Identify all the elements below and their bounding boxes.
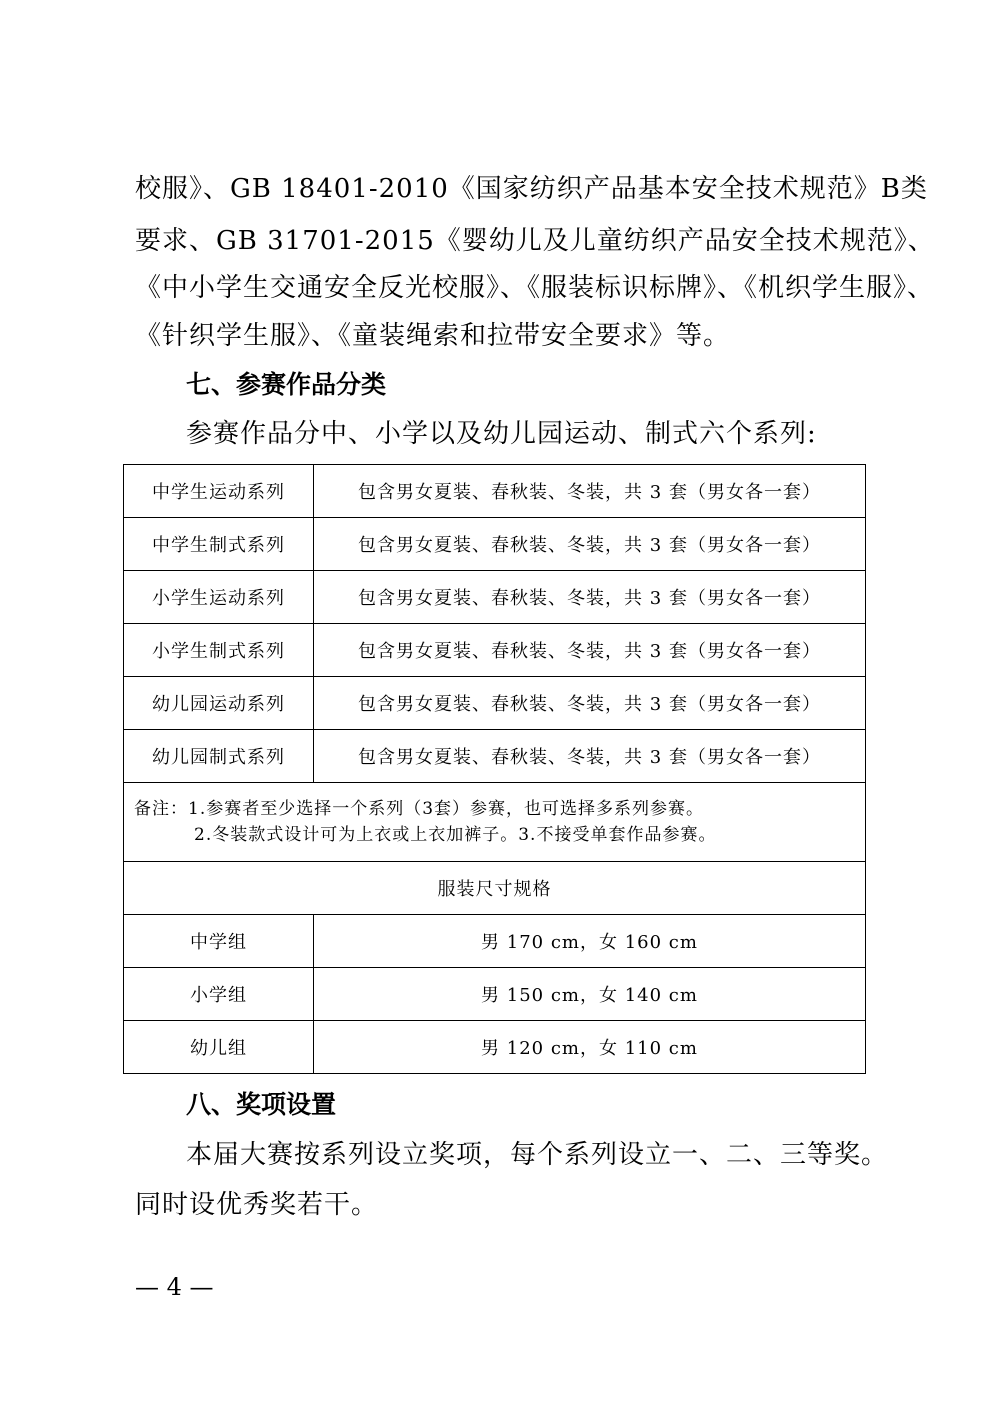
notes-row	[124, 783, 866, 862]
table-row	[124, 1021, 866, 1074]
table-row	[124, 915, 866, 968]
intro-line: 校服》、GB 18401-2010《国家纺织产品基本安全技术规范》B类	[135, 174, 928, 204]
intro-line: 《中小学生交通安全反光校服》、《服装标识标牌》、《机织学生服》、	[135, 273, 935, 303]
series-name: 中学生运动系列	[124, 465, 314, 518]
size-header: 服装尺寸规格	[124, 862, 866, 915]
series-desc: 包含男女夏装、春秋装、冬装，共 3 套（男女各一套）	[314, 571, 866, 624]
series-name: 小学生制式系列	[124, 624, 314, 677]
series-desc: 包含男女夏装、春秋装、冬装，共 3 套（男女各一套）	[314, 677, 866, 730]
series-desc: 包含男女夏装、春秋装、冬装，共 3 套（男女各一套）	[314, 465, 866, 518]
size-group: 小学组	[124, 968, 314, 1021]
size-value: 男 150 cm，女 140 cm	[314, 968, 866, 1021]
series-desc: 包含男女夏装、春秋装、冬装，共 3 套（男女各一套）	[314, 518, 866, 571]
size-value: 男 170 cm，女 160 cm	[314, 915, 866, 968]
table-row	[124, 518, 866, 571]
intro-line: 《针织学生服》、《童装绳索和拉带安全要求》等。	[135, 321, 731, 351]
series-table	[123, 464, 866, 1074]
series-desc: 包含男女夏装、春秋装、冬装，共 3 套（男女各一套）	[314, 730, 866, 783]
size-group: 幼儿组	[124, 1021, 314, 1074]
series-name: 幼儿园运动系列	[124, 677, 314, 730]
note-line-2: 2.冬装款式设计可为上衣或上衣加裤子。3.不接受单套作品参赛。	[194, 825, 717, 845]
series-name: 小学生运动系列	[124, 571, 314, 624]
note-line-1: 备注：1.参赛者至少选择一个系列（3套）参赛，也可选择多系列参赛。	[134, 799, 705, 819]
table-row	[124, 677, 866, 730]
section-8-heading: 八、奖项设置	[186, 1090, 337, 1119]
section-7-heading: 七、参赛作品分类	[186, 370, 387, 399]
size-header-row	[124, 862, 866, 915]
table-row	[124, 571, 866, 624]
table-row	[124, 465, 866, 518]
size-value: 男 120 cm，女 110 cm	[314, 1021, 866, 1074]
series-desc: 包含男女夏装、春秋装、冬装，共 3 套（男女各一套）	[314, 624, 866, 677]
table-row	[124, 730, 866, 783]
series-name: 幼儿园制式系列	[124, 730, 314, 783]
table-row	[124, 968, 866, 1021]
table-row	[124, 624, 866, 677]
notes-cell	[124, 783, 866, 862]
section-8-line-2: 同时设优秀奖若干。	[135, 1190, 379, 1220]
series-name: 中学生制式系列	[124, 518, 314, 571]
section-8-line-1: 本届大赛按系列设立奖项，每个系列设立一、二、三等奖。	[186, 1140, 889, 1170]
size-group: 中学组	[124, 915, 314, 968]
section-7-intro: 参赛作品分中、小学以及幼儿园运动、制式六个系列:	[186, 419, 817, 449]
intro-line: 要求、GB 31701-2015《婴幼儿及儿童纺织产品安全技术规范》、	[135, 226, 935, 256]
page-number: — 4 —	[135, 1273, 214, 1301]
